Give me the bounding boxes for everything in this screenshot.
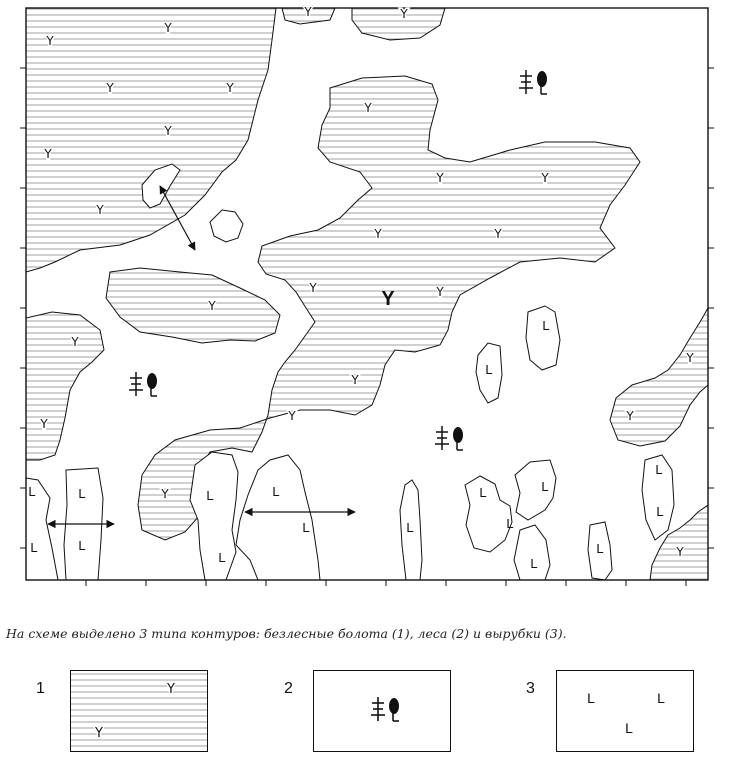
- legend-clearcut-mark: L: [657, 690, 665, 706]
- clearcut-symbol: L: [541, 479, 549, 494]
- clearcut-symbol: L: [206, 488, 214, 503]
- clearcut-symbol: L: [406, 520, 414, 535]
- clearcut-symbol: L: [78, 538, 86, 553]
- clearcut-symbol: L: [542, 318, 550, 333]
- clearcut-contour: [465, 476, 512, 552]
- marsh-symbol: Y: [541, 171, 549, 185]
- clearcut-symbol: L: [655, 462, 663, 477]
- marsh-symbol: Y: [374, 227, 382, 241]
- marsh-contour: [610, 308, 708, 446]
- marsh-symbol: Y: [686, 351, 694, 365]
- clearcut-contour: [526, 306, 560, 370]
- clearcut-contour: [190, 452, 238, 580]
- marsh-symbol: Y: [304, 5, 312, 19]
- marsh-symbol: Y: [96, 203, 104, 217]
- marsh-symbol: Y: [106, 81, 114, 95]
- conifer-and-deciduous-tree-icon: [371, 697, 399, 721]
- marsh-symbol: Y: [40, 417, 48, 431]
- clearcut-symbol: L: [506, 516, 514, 531]
- clearing-contour: [210, 210, 243, 242]
- caption: На схеме выделено 3 типа контуров: безлесные болота (1), леса (2) и вырубки (3).: [6, 626, 567, 641]
- legend-marsh-mark: Y: [167, 682, 175, 697]
- marsh-symbol: Y: [164, 21, 172, 35]
- marsh-symbol: Y: [364, 101, 372, 115]
- clearcut-symbol: L: [530, 556, 538, 571]
- clearcut-symbol: L: [272, 484, 280, 499]
- clearcut-symbol: L: [28, 484, 36, 499]
- legend-clearcut-mark: L: [587, 690, 595, 706]
- legend-number-3: 3: [526, 680, 535, 697]
- clearcut-symbol: L: [302, 520, 310, 535]
- marsh-symbol: Y: [208, 299, 216, 313]
- legend-swatch-marsh: [70, 670, 208, 752]
- marsh-symbol: Y: [626, 409, 634, 423]
- clearcut-symbol: L: [78, 486, 86, 501]
- marsh-symbol: Y: [288, 409, 296, 423]
- marsh-contour: [352, 8, 445, 40]
- marsh-symbol: Y: [71, 335, 79, 349]
- legend-marsh-mark: Y: [95, 726, 103, 741]
- clearcut-symbol: L: [218, 550, 226, 565]
- marsh-symbol: Y: [226, 81, 234, 95]
- marsh-symbol: Y: [676, 545, 684, 559]
- clearcut-contour: [515, 460, 556, 520]
- conifer-and-deciduous-tree-icon: [519, 70, 547, 94]
- conifer-and-deciduous-tree-icon: [129, 372, 157, 396]
- marsh-symbol: Y: [494, 227, 502, 241]
- legend-clearcut-mark: L: [625, 720, 633, 736]
- clearcut-symbol: L: [596, 541, 604, 556]
- marsh-symbol: Y: [400, 7, 408, 21]
- legend-number-1: 1: [36, 680, 45, 697]
- marsh-symbol: Y: [436, 285, 444, 299]
- legend-swatch-forest: [313, 670, 451, 752]
- clearcut-symbol: L: [485, 362, 493, 377]
- conifer-and-deciduous-tree-icon: [435, 426, 463, 450]
- center-symbol: Y: [381, 288, 395, 310]
- marsh-symbol: Y: [44, 147, 52, 161]
- clearcut-symbol: L: [656, 504, 664, 519]
- clearcut-symbol: L: [30, 540, 38, 555]
- marsh-symbol: Y: [436, 171, 444, 185]
- clearcut-symbol: L: [479, 485, 487, 500]
- marsh-symbol: Y: [164, 124, 172, 138]
- marsh-contour: [26, 312, 104, 460]
- marsh-contour: [106, 268, 280, 343]
- marsh-symbol: Y: [161, 487, 169, 501]
- marsh-symbol: Y: [309, 281, 317, 295]
- legend-swatch-clearcut: [556, 670, 694, 752]
- clearcut-contour: [514, 525, 550, 580]
- legend-number-2: 2: [284, 680, 293, 697]
- marsh-symbol: Y: [351, 373, 359, 387]
- marsh-symbol: Y: [46, 34, 54, 48]
- clearcut-contour: [236, 455, 320, 580]
